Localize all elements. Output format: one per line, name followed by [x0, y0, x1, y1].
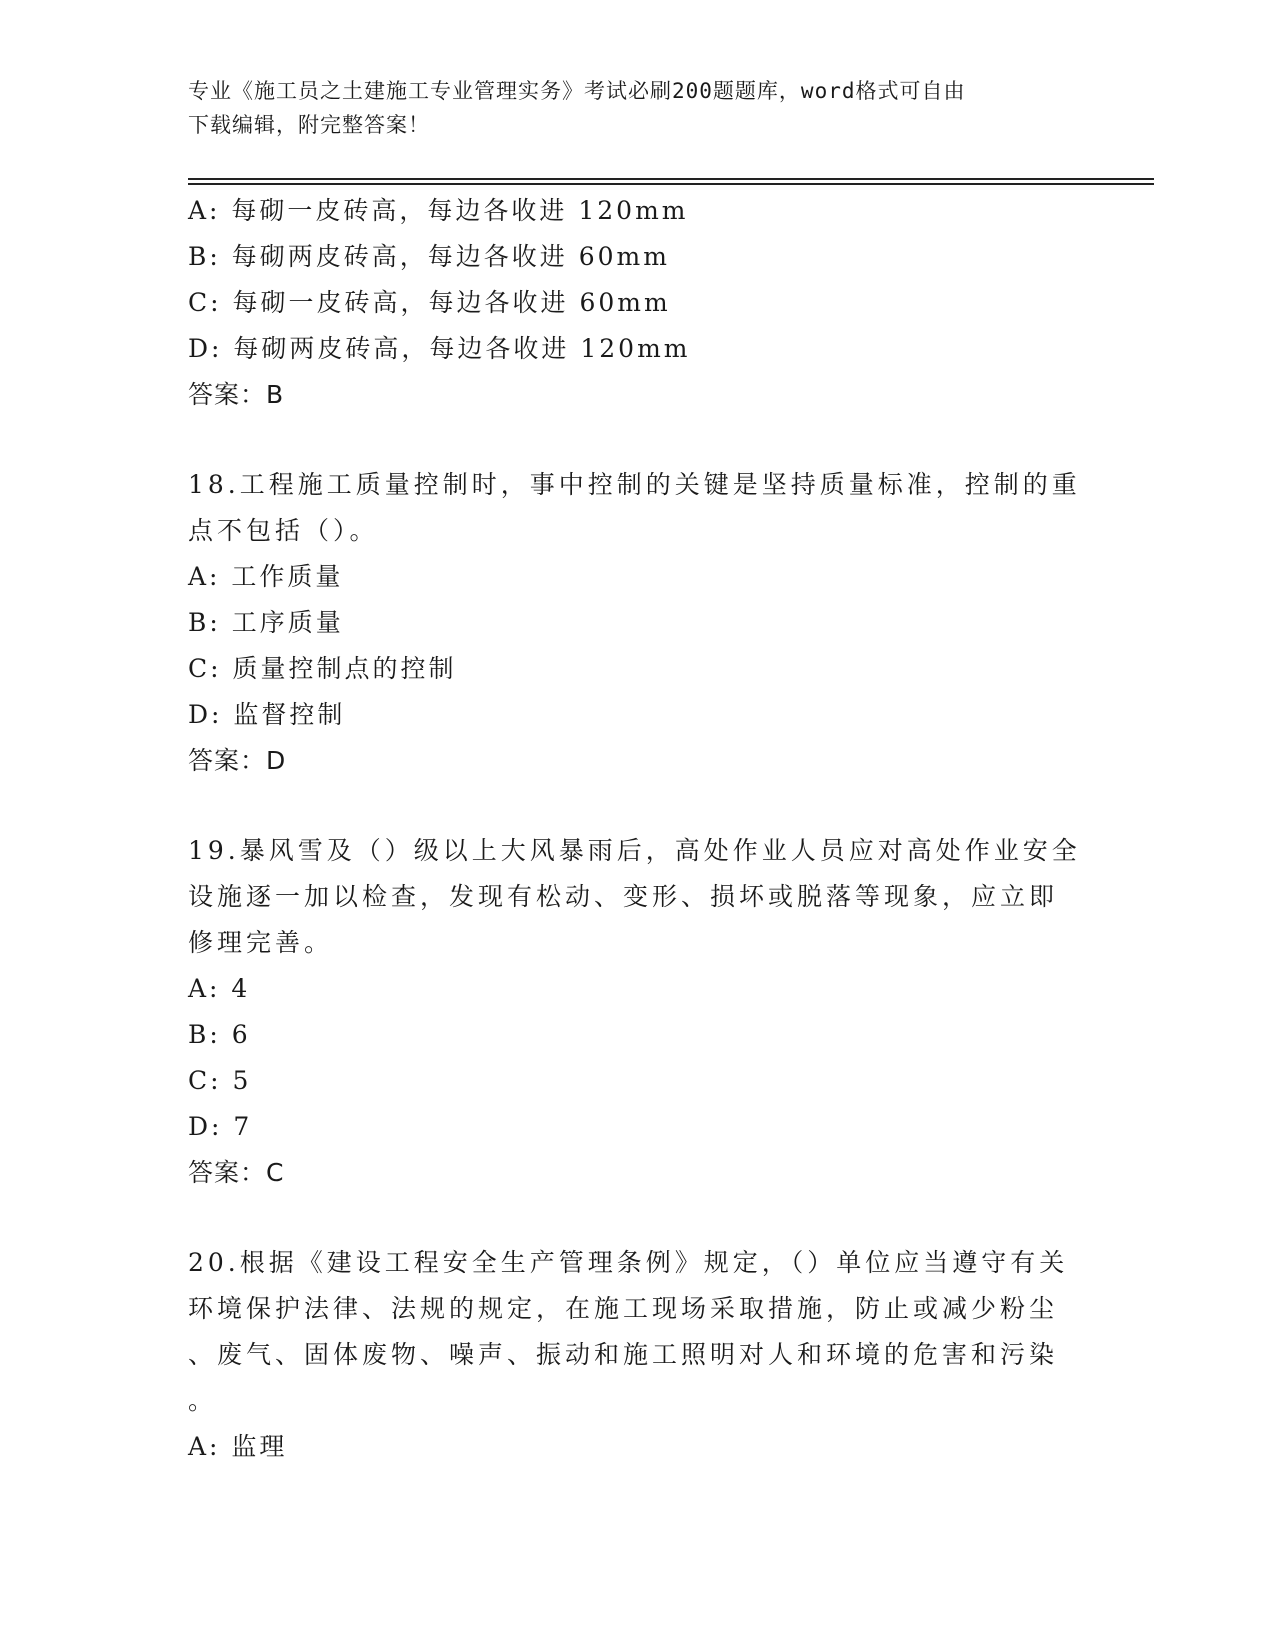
stem-line: 19.暴风雪及（）级以上大风暴雨后，高处作业人员应对高处作业安全 [188, 836, 1081, 865]
option-c: C: 质量控制点的控制 [188, 654, 457, 683]
option-c: C: 每砌一皮砖高，每边各收进 60mm [188, 288, 671, 317]
header-rule-top [188, 178, 1154, 180]
option-a: A: 每砌一皮砖高，每边各收进 120mm [188, 196, 689, 225]
stem-line: 、废气、固体废物、噪声、振动和施工照明对人和环境的危害和污染 [188, 1340, 1059, 1369]
stem-line: 20.根据《建设工程安全生产管理条例》规定，（）单位应当遵守有关 [188, 1248, 1069, 1277]
option-a: A: 监理 [188, 1432, 288, 1461]
question-stem [188, 1240, 1078, 1424]
header-line-2: 下载编辑，附完整答案！ [188, 113, 430, 137]
option-b: B: 6 [188, 1020, 251, 1049]
header-line-1: 专业《施工员之土建施工专业管理实务》考试必刷200题题库，word格式可自由 [188, 79, 966, 103]
spacer [188, 418, 1088, 462]
option-c: C: 5 [188, 1066, 252, 1095]
stem-line: 修理完善。 [188, 928, 334, 957]
stem-line: 环境保护法律、法规的规定，在施工现场采取措施，防止或减少粉尘 [188, 1294, 1059, 1323]
answer: 答案：B [188, 380, 285, 409]
question-20 [188, 1240, 1088, 1470]
option-a: A: 工作质量 [188, 562, 344, 591]
spacer [188, 784, 1088, 828]
option-b: B: 工序质量 [188, 608, 344, 637]
answer: 答案：C [188, 1158, 285, 1187]
option-d: D: 7 [188, 1112, 253, 1141]
option-a: A: 4 [188, 974, 251, 1003]
question-stem [188, 462, 1081, 554]
question-list [188, 188, 1088, 1470]
question-17 [188, 188, 1088, 418]
option-b: B: 每砌两皮砖高，每边各收进 60mm [188, 242, 670, 271]
stem-line: 设施逐一加以检查，发现有松动、变形、损坏或脱落等现象，应立即 [188, 882, 1059, 911]
header-rule-bottom [188, 183, 1154, 185]
document-header [188, 74, 1088, 142]
stem-line: 。 [188, 1386, 218, 1415]
answer: 答案：D [188, 746, 287, 775]
question-18 [188, 462, 1088, 784]
option-d: D: 每砌两皮砖高，每边各收进 120mm [188, 334, 691, 363]
question-stem [188, 828, 1081, 966]
stem-line: 点不包括（）。 [188, 516, 379, 545]
option-d: D: 监督控制 [188, 700, 346, 729]
spacer [188, 1196, 1088, 1240]
question-19 [188, 828, 1088, 1196]
stem-line: 18.工程施工质量控制时，事中控制的关键是坚持质量标准，控制的重 [188, 470, 1081, 499]
